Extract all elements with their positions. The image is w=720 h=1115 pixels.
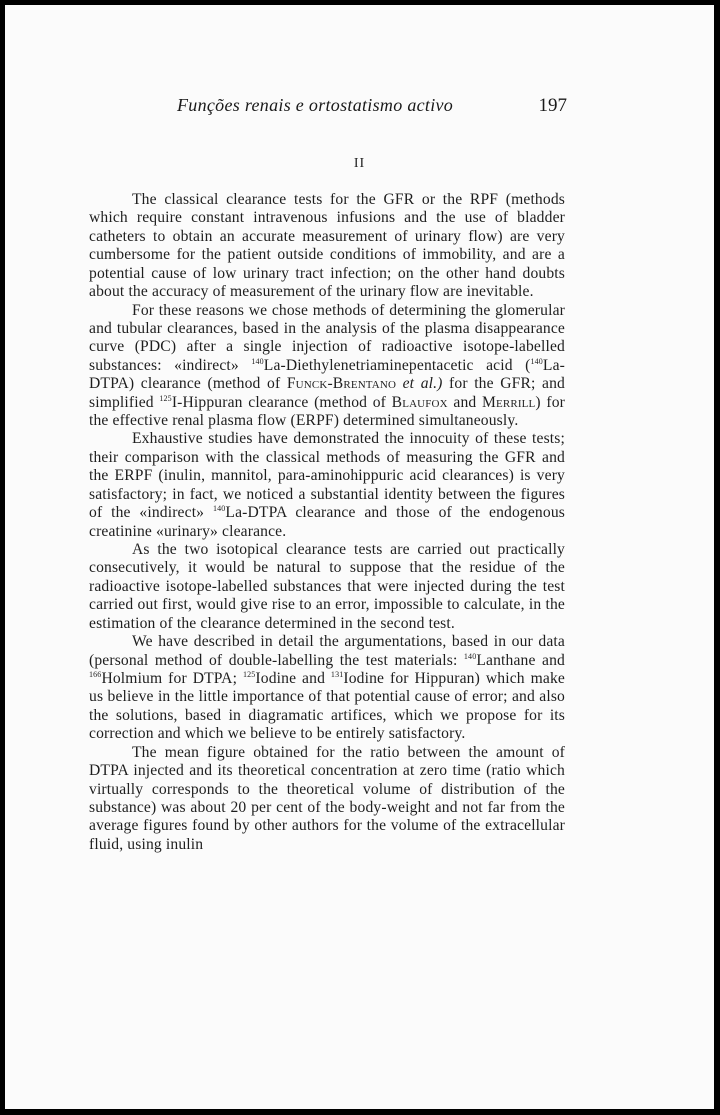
text-segment: Iodine for Hippuran) which make us believe in the little importance of that potential cause of error; and also the solutions, based in diagramatic artifices, which we propose for its correction and which we believe to be entirely satisfactory. <box>89 669 565 743</box>
page-number: 197 <box>538 95 567 116</box>
text-segment: and <box>447 393 482 411</box>
text-segment: ) for the effective renal plasma flow (ERPF) determined simultaneously. <box>89 393 565 430</box>
text-segment: For these reasons we chose methods of determining the glomerular and tubular clearances, based in the analysis of the plasma disappearance curve (PDC) after a single injection of radioactive isotope-labelled substances: «indirect» <box>89 301 565 374</box>
running-title: Funções renais e ortostatismo activo <box>177 95 454 115</box>
author-name: Funck-Brentano <box>286 375 397 393</box>
isotope-mass-number: 131 <box>330 669 344 679</box>
author-name: Blaufox <box>391 393 448 411</box>
isotope-mass-number: 166 <box>89 669 102 679</box>
author-name: Merrill <box>481 393 536 411</box>
paragraph-6: The mean figure obtained for the ratio between the amount of DTPA injected and its theoretical concentration at zero time (ratio which virtually corresponds to the theoretical volume of distribution of the substance) was about 20 per cent of the body-weight and not far from the average figures found by other authors for the volume of the extracellular fluid, using inulin <box>89 743 565 853</box>
text-segment: Holmium for DTPA; <box>101 669 243 687</box>
isotope-mass-number: 140 <box>212 504 226 514</box>
isotope-mass-number: 140 <box>251 356 264 366</box>
text-segment: Iodine and <box>255 669 331 687</box>
isotope-mass-number: 125 <box>159 393 172 403</box>
paragraph-2 <box>89 302 565 431</box>
et-al: et al.) <box>396 375 443 393</box>
section-number: II <box>353 156 366 171</box>
body-text <box>89 191 565 854</box>
paragraph-3 <box>89 430 565 541</box>
text-segment: La-DTPA) clearance (method of <box>89 356 565 393</box>
paragraph-4: As the two isotopical clearance tests are carried out practically consecutively, it would be natural to suppose that the residue of the radioactive isotope-labelled substances that were injected during the test carried out first, would give rise to an error, impossible to calculate, in the estimation of the clearance determined in the second test. <box>89 541 565 632</box>
isotope-mass-number: 125 <box>242 669 256 679</box>
isotope-mass-number: 140 <box>530 356 543 366</box>
text-segment: La-Diethylenetriaminepentacetic acid ( <box>263 356 531 374</box>
paragraph-1: The classical clearance tests for the GFR or the RPF (methods which require constant intravenous infusions and the use of bladder catheters to obtain an accurate measurement of urinary flow) are very cumbersome for the patient outside conditions of immobility, and are a potential cause of low urinary tract infection; on the other hand doubts about the accuracy of measurement of the urinary flow are inevitable. <box>89 191 565 301</box>
running-head <box>123 95 569 119</box>
text-segment: for the GFR; and simplified <box>89 375 565 411</box>
paragraph-5 <box>89 633 565 744</box>
text-segment: I-Hippuran clearance (method of <box>171 393 392 411</box>
page <box>5 5 714 1109</box>
text-segment: Exhaustive studies have demonstrated the innocuity of these tests; their comparison with the classical methods of measuring the GFR and the ERPF (inulin, mannitol, para-aminohippuric acid clearances) is very satisfactory; in fact, we noticed a substantial identity between the figures of the «indirect» <box>89 430 565 522</box>
isotope-mass-number: 140 <box>463 651 477 661</box>
text-segment: La-DTPA clearance and those of the endogenous creatinine «urinary» clearance. <box>89 504 565 540</box>
text-segment: Lanthane and <box>476 651 565 669</box>
text-segment: We have described in detail the argumentations, based in our data (personal method of double-labelling the test materials: <box>89 633 565 669</box>
